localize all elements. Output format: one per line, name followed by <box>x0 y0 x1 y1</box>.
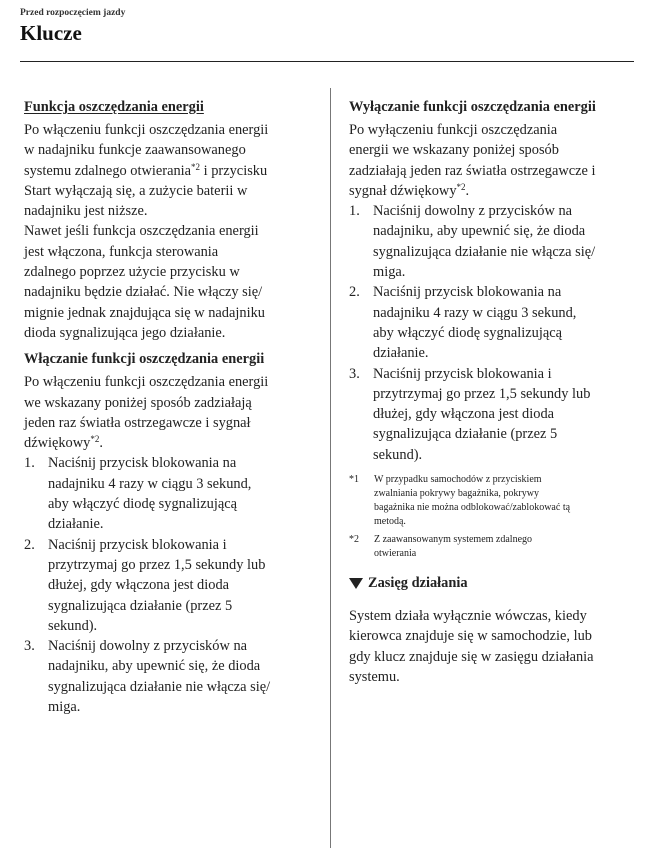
disable-intro-text-a: Po wyłączeniu funkcji oszczędzania energii we wskazany poniżej sposób zadziałają jeden raz światła ostrzegawcze i sygnał dźwiękowy <box>349 122 596 199</box>
footnote-2 <box>349 533 644 561</box>
footnote-ref: *2 <box>456 181 466 192</box>
step-text: Naciśnij przycisk blokowania na nadajniku 4 razy w ciągu 3 sekund, aby włączyć diodę sygnalizującą działanie. <box>48 455 252 533</box>
range-text: System działa wyłącznie wówczas, kiedy kierowca znajduje się w samochodzie, lub gdy klucz znajduje się w zasięgu działania systemu. <box>349 608 594 685</box>
footnote-mark: *1 <box>349 474 359 486</box>
page-title: Klucze <box>20 21 82 45</box>
energy-saving-note: Nawet jeśli funkcja oszczędzania energii jest włączona, funkcja sterowania zdalnego poprzez użycie przycisku w nadajniku będzie działać. Nie włączy się/ mignie jednak znajdująca się w nadajniku dioda sygnalizująca jego działanie. <box>24 223 265 341</box>
page-header <box>20 8 634 45</box>
step-number: 3. <box>24 638 35 655</box>
right-column <box>349 99 644 687</box>
column-divider <box>330 88 331 848</box>
header-rule <box>20 61 634 62</box>
intro-text-b: i przycisku Start wyłączają się, a zużycie baterii w nadajniku jest niższe. <box>24 162 268 220</box>
list-item <box>24 535 316 636</box>
list-item <box>24 636 316 717</box>
footnote-ref: *2 <box>191 161 201 172</box>
heading-disable-energy-saving: Wyłączanie funkcji oszczędzania energii <box>349 99 596 115</box>
list-item <box>349 364 644 465</box>
step-text: Naciśnij dowolny z przycisków na nadajniku, aby upewnić się, że dioda sygnalizująca działanie nie włącza się/ miga. <box>48 638 271 716</box>
footnote-text: W przypadku samochodów z przyciskiem zwalniania pokrywy bagażnika, pokrywy bagażnika nie można odblokować/zablokować tą metodą. <box>374 474 571 528</box>
enable-intro <box>24 372 316 453</box>
left-column <box>24 99 316 717</box>
list-item <box>24 453 316 534</box>
step-number: 1. <box>24 455 35 472</box>
footnote-1 <box>349 473 644 529</box>
disable-intro-text-b: . <box>465 182 470 199</box>
disable-intro <box>349 120 644 201</box>
disable-steps <box>349 201 644 465</box>
intro-text-a: Po włączeniu funkcji oszczędzania energii w nadajniku funkcje zaawansowanego systemu zdalnego otwierania <box>24 122 269 179</box>
step-number: 2. <box>24 536 35 553</box>
section-label: Przed rozpoczęciem jazdy <box>20 8 126 18</box>
step-text: Naciśnij przycisk blokowania i przytrzymaj go przez 1,5 sekundy lub dłużej, gdy włączona jest dioda sygnalizująca działanie (przez 5 sekund). <box>373 365 591 463</box>
step-number: 1. <box>349 203 360 220</box>
footnote-mark: *2 <box>349 534 359 546</box>
triangle-down-icon <box>349 578 363 589</box>
step-number: 3. <box>349 365 360 382</box>
enable-intro-text-a: Po włączeniu funkcji oszczędzania energii we wskazany poniżej sposób zadziałają jeden raz światła ostrzegawcze i sygnał dźwiękowy <box>24 374 269 452</box>
footnote-ref: *2 <box>90 434 100 445</box>
energy-saving-intro <box>24 120 316 221</box>
list-item <box>349 282 644 363</box>
step-text: Naciśnij przycisk blokowania i przytrzymaj go przez 1,5 sekundy lub dłużej, gdy włączona jest dioda sygnalizująca działanie (przez 5 sekund). <box>48 536 266 634</box>
enable-intro-text-b: . <box>99 435 103 452</box>
heading-energy-saving: Funkcja oszczędzania energii <box>24 99 204 115</box>
footnote-text: Z zaawansowanym systemem zdalnego otwierania <box>374 534 533 560</box>
heading-enable-energy-saving: Włączanie funkcji oszczędzania energii <box>24 351 265 368</box>
range-heading-text: Zasięg działania <box>368 575 468 592</box>
step-text: Naciśnij dowolny z przycisków na nadajniku, aby upewnić się, że dioda sygnalizująca działanie nie włącza się/ miga. <box>373 203 596 281</box>
step-number: 2. <box>349 284 360 301</box>
enable-steps <box>24 453 316 717</box>
range-heading <box>349 575 644 592</box>
step-text: Naciśnij przycisk blokowania na nadajniku 4 razy w ciągu 3 sekund, aby włączyć diodę sygnalizującą działanie. <box>373 284 577 362</box>
list-item <box>349 201 644 282</box>
